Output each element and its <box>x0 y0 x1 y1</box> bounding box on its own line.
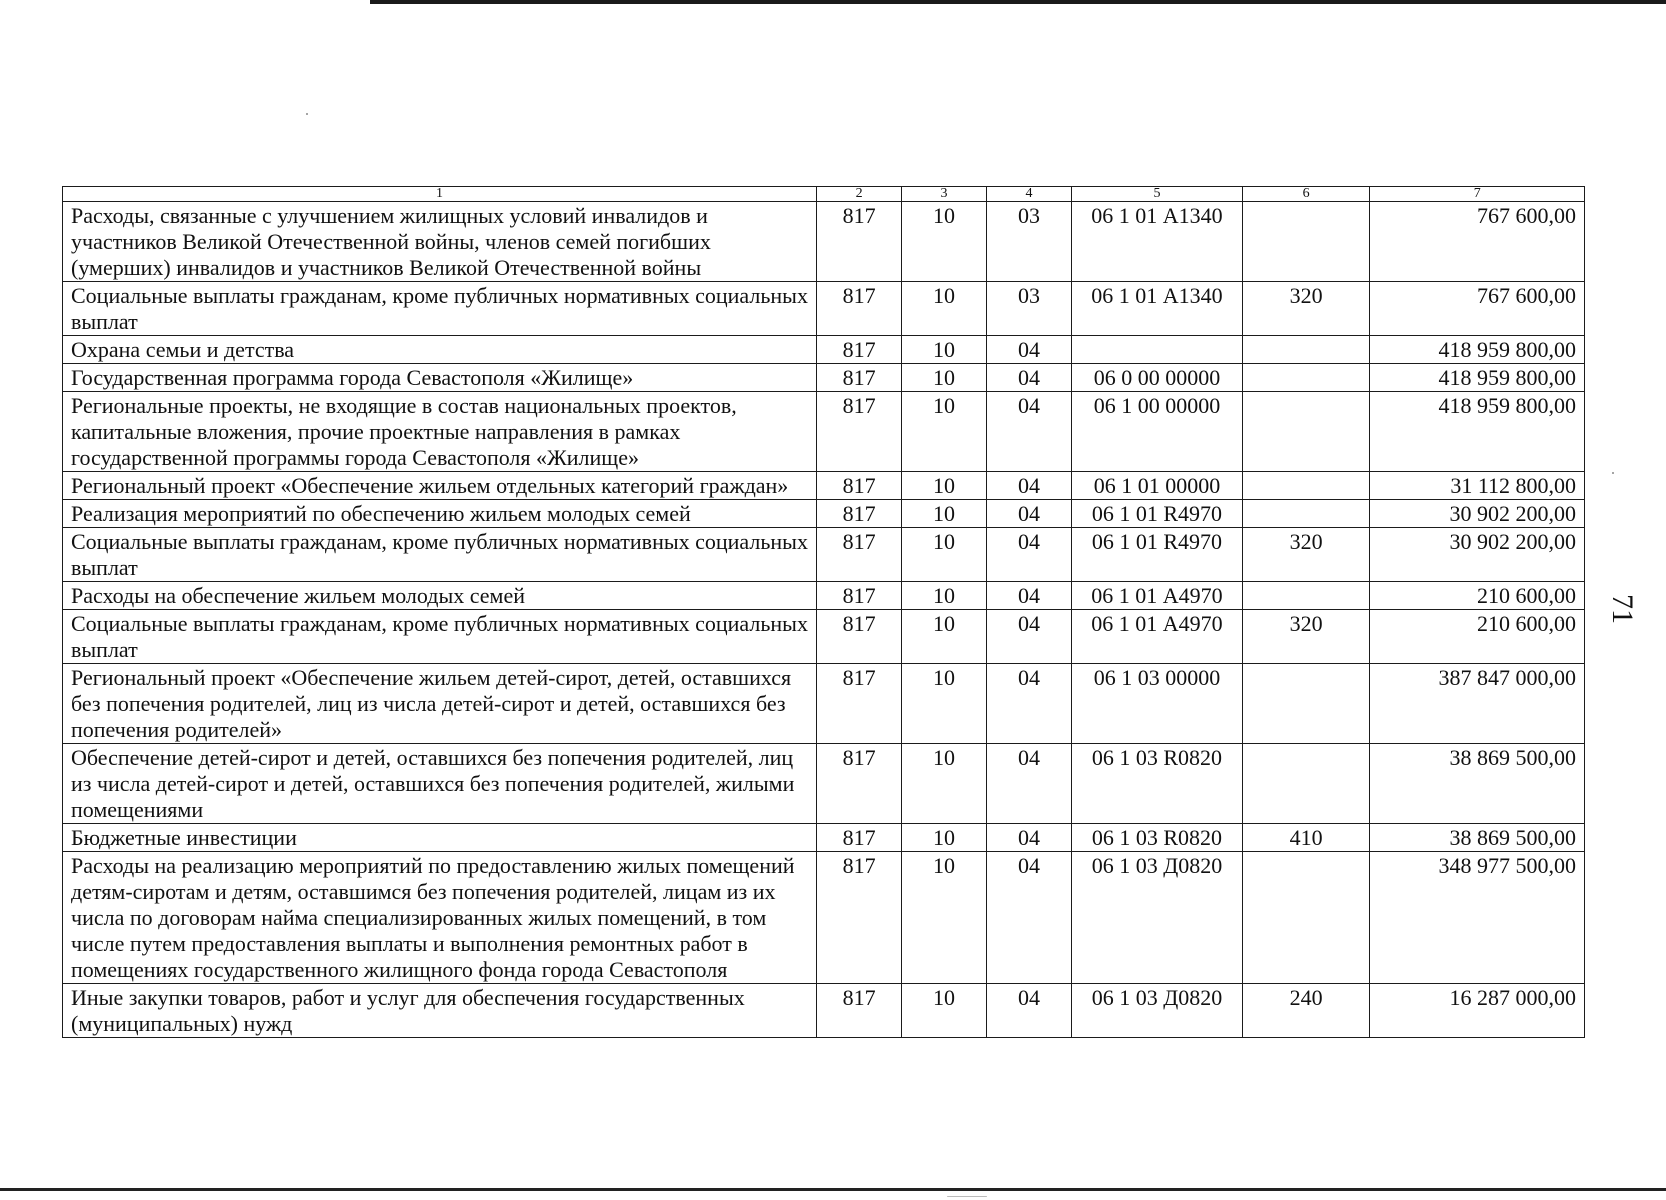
row-subsection-code: 04 <box>987 824 1072 852</box>
row-expense-type <box>1242 744 1369 824</box>
table-header-row <box>63 187 1585 202</box>
row-target-article: 06 1 01 R4970 <box>1071 528 1242 582</box>
row-name: Региональный проект «Обеспечение жильем отдельных категорий граждан» <box>63 472 817 500</box>
row-ministry-code: 817 <box>817 202 902 282</box>
row-subsection-code: 04 <box>987 664 1072 744</box>
row-subsection-code: 03 <box>987 202 1072 282</box>
scan-speck <box>947 1196 987 1197</box>
row-section-code: 10 <box>902 392 987 472</box>
row-name: Охрана семьи и детства <box>63 336 817 364</box>
row-name: Расходы на реализацию мероприятий по предоставлению жилых помещений детям-сиротам и детям, оставшимся без попечения родителей, лицам из их числа по договорам найма специализированных жилых помещений, в том числе путем предоставления выплаты и выполнения ремонтных работ в помещениях государственного жилищного фонда города Севастополя <box>63 852 817 984</box>
row-section-code: 10 <box>902 610 987 664</box>
row-ministry-code: 817 <box>817 664 902 744</box>
page-number: 71 <box>1606 594 1639 624</box>
row-section-code: 10 <box>902 336 987 364</box>
row-expense-type: 320 <box>1242 282 1369 336</box>
column-header-6: 6 <box>1242 187 1369 202</box>
row-target-article: 06 1 03 Д0820 <box>1071 984 1242 1038</box>
row-name: Региональные проекты, не входящие в состав национальных проектов, капитальные вложения, прочие проектные направления в рамках государственной программы города Севастополя «Жилище» <box>63 392 817 472</box>
row-section-code: 10 <box>902 582 987 610</box>
row-ministry-code: 817 <box>817 472 902 500</box>
row-ministry-code: 817 <box>817 528 902 582</box>
table-row <box>63 472 1585 500</box>
row-name: Социальные выплаты гражданам, кроме публичных нормативных социальных выплат <box>63 282 817 336</box>
row-expense-type <box>1242 336 1369 364</box>
row-target-article: 06 1 03 R0820 <box>1071 744 1242 824</box>
row-section-code: 10 <box>902 500 987 528</box>
row-expense-type <box>1242 392 1369 472</box>
row-section-code: 10 <box>902 472 987 500</box>
table-row <box>63 282 1585 336</box>
row-expense-type <box>1242 664 1369 744</box>
table-row <box>63 202 1585 282</box>
row-expense-type: 320 <box>1242 528 1369 582</box>
row-expense-type <box>1242 852 1369 984</box>
row-subsection-code: 04 <box>987 364 1072 392</box>
row-target-article: 06 1 01 R4970 <box>1071 500 1242 528</box>
row-amount: 30 902 200,00 <box>1370 500 1585 528</box>
row-ministry-code: 817 <box>817 824 902 852</box>
row-ministry-code: 817 <box>817 852 902 984</box>
column-header-1: 1 <box>63 187 817 202</box>
row-amount: 387 847 000,00 <box>1370 664 1585 744</box>
row-subsection-code: 04 <box>987 582 1072 610</box>
row-expense-type: 320 <box>1242 610 1369 664</box>
row-name: Расходы на обеспечение жильем молодых семей <box>63 582 817 610</box>
row-expense-type <box>1242 364 1369 392</box>
row-target-article: 06 0 00 00000 <box>1071 364 1242 392</box>
row-subsection-code: 04 <box>987 744 1072 824</box>
row-ministry-code: 817 <box>817 364 902 392</box>
row-subsection-code: 04 <box>987 500 1072 528</box>
column-header-5: 5 <box>1071 187 1242 202</box>
row-ministry-code: 817 <box>817 744 902 824</box>
row-amount: 210 600,00 <box>1370 610 1585 664</box>
row-name: Расходы, связанные с улучшением жилищных условий инвалидов и участников Великой Отечественной войны, членов семей погибших (умерших) инвалидов и участников Великой Отечественной войны <box>63 202 817 282</box>
row-subsection-code: 04 <box>987 984 1072 1038</box>
row-section-code: 10 <box>902 528 987 582</box>
row-amount: 767 600,00 <box>1370 202 1585 282</box>
budget-table <box>62 186 1585 1038</box>
column-header-3: 3 <box>902 187 987 202</box>
table-row <box>63 984 1585 1038</box>
row-amount: 348 977 500,00 <box>1370 852 1585 984</box>
scan-bottom-edge <box>0 1188 1666 1191</box>
column-header-4: 4 <box>987 187 1072 202</box>
row-name: Бюджетные инвестиции <box>63 824 817 852</box>
row-name: Иные закупки товаров, работ и услуг для обеспечения государственных (муниципальных) нужд <box>63 984 817 1038</box>
table-row <box>63 824 1585 852</box>
table-row <box>63 744 1585 824</box>
row-section-code: 10 <box>902 984 987 1038</box>
row-amount: 418 959 800,00 <box>1370 364 1585 392</box>
row-target-article: 06 1 03 00000 <box>1071 664 1242 744</box>
table-row <box>63 392 1585 472</box>
row-section-code: 10 <box>902 202 987 282</box>
row-subsection-code: 04 <box>987 610 1072 664</box>
row-amount: 38 869 500,00 <box>1370 744 1585 824</box>
row-ministry-code: 817 <box>817 500 902 528</box>
row-target-article: 06 1 00 00000 <box>1071 392 1242 472</box>
table-row <box>63 582 1585 610</box>
row-section-code: 10 <box>902 852 987 984</box>
table-row <box>63 610 1585 664</box>
row-amount: 31 112 800,00 <box>1370 472 1585 500</box>
table-row <box>63 664 1585 744</box>
row-expense-type: 410 <box>1242 824 1369 852</box>
row-expense-type: 240 <box>1242 984 1369 1038</box>
row-name: Социальные выплаты гражданам, кроме публичных нормативных социальных выплат <box>63 610 817 664</box>
row-amount: 38 869 500,00 <box>1370 824 1585 852</box>
row-target-article <box>1071 336 1242 364</box>
row-ministry-code: 817 <box>817 336 902 364</box>
row-target-article: 06 1 01 А1340 <box>1071 282 1242 336</box>
scan-speck <box>1612 472 1614 474</box>
row-section-code: 10 <box>902 282 987 336</box>
row-name: Региональный проект «Обеспечение жильем детей-сирот, детей, оставшихся без попечения родителей, лиц из числа детей-сирот и детей, оставшихся без попечения родителей» <box>63 664 817 744</box>
row-amount: 30 902 200,00 <box>1370 528 1585 582</box>
row-amount: 418 959 800,00 <box>1370 392 1585 472</box>
row-expense-type <box>1242 202 1369 282</box>
row-name: Обеспечение детей-сирот и детей, оставшихся без попечения родителей, лиц из числа детей-сирот и детей, оставшихся без попечения родителей, жилыми помещениями <box>63 744 817 824</box>
row-ministry-code: 817 <box>817 610 902 664</box>
row-target-article: 06 1 01 00000 <box>1071 472 1242 500</box>
row-target-article: 06 1 01 А4970 <box>1071 582 1242 610</box>
row-expense-type <box>1242 472 1369 500</box>
row-ministry-code: 817 <box>817 392 902 472</box>
table-row <box>63 500 1585 528</box>
row-section-code: 10 <box>902 744 987 824</box>
table-row <box>63 364 1585 392</box>
row-subsection-code: 04 <box>987 392 1072 472</box>
row-ministry-code: 817 <box>817 282 902 336</box>
row-subsection-code: 03 <box>987 282 1072 336</box>
row-section-code: 10 <box>902 664 987 744</box>
scan-top-edge <box>0 0 1666 4</box>
row-name: Реализация мероприятий по обеспечению жильем молодых семей <box>63 500 817 528</box>
row-target-article: 06 1 03 R0820 <box>1071 824 1242 852</box>
row-amount: 767 600,00 <box>1370 282 1585 336</box>
column-header-7: 7 <box>1370 187 1585 202</box>
table-row <box>63 852 1585 984</box>
row-subsection-code: 04 <box>987 336 1072 364</box>
row-name: Социальные выплаты гражданам, кроме публичных нормативных социальных выплат <box>63 528 817 582</box>
row-expense-type <box>1242 582 1369 610</box>
table-row <box>63 528 1585 582</box>
row-target-article: 06 1 03 Д0820 <box>1071 852 1242 984</box>
row-subsection-code: 04 <box>987 472 1072 500</box>
row-subsection-code: 04 <box>987 852 1072 984</box>
row-subsection-code: 04 <box>987 528 1072 582</box>
row-name: Государственная программа города Севастополя «Жилище» <box>63 364 817 392</box>
row-ministry-code: 817 <box>817 582 902 610</box>
row-amount: 418 959 800,00 <box>1370 336 1585 364</box>
row-amount: 210 600,00 <box>1370 582 1585 610</box>
table-row <box>63 336 1585 364</box>
scan-speck <box>306 113 308 115</box>
row-section-code: 10 <box>902 824 987 852</box>
row-ministry-code: 817 <box>817 984 902 1038</box>
row-amount: 16 287 000,00 <box>1370 984 1585 1038</box>
row-target-article: 06 1 01 А1340 <box>1071 202 1242 282</box>
row-target-article: 06 1 01 А4970 <box>1071 610 1242 664</box>
row-expense-type <box>1242 500 1369 528</box>
row-section-code: 10 <box>902 364 987 392</box>
column-header-2: 2 <box>817 187 902 202</box>
